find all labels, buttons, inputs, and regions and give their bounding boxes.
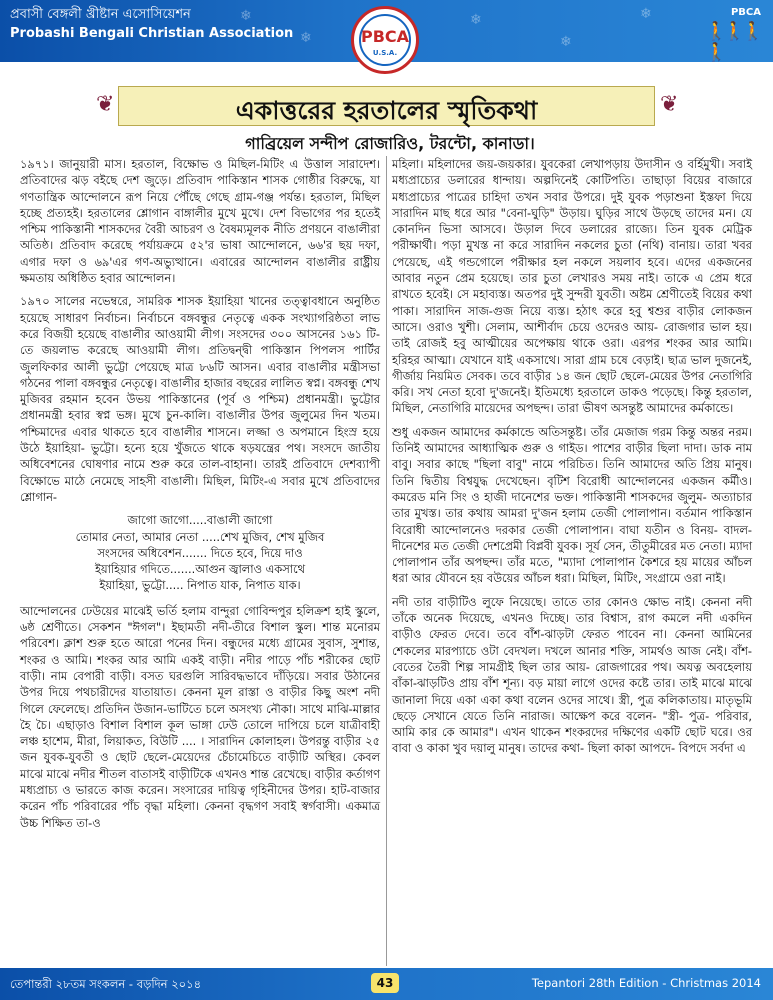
article-title-banner <box>118 86 655 126</box>
association-name-bengali: প্রবাসী বেঙ্গলী খ্রীষ্টান এসোসিয়েশন <box>10 7 191 22</box>
association-name-english: Probashi Bengali Christian Association <box>10 26 294 41</box>
page-footer <box>0 968 773 1000</box>
page-number: 43 <box>371 973 399 993</box>
article-title: একাত্তরের হরতালের স্মৃতিকথা <box>235 96 538 125</box>
paragraph: ১৯৭১। জানুয়ারী মাস। হরতাল, বিক্ষোভ ও মিছিল-মিটিং এ উত্তাল সারাদেশ। প্রতিবাদের ঝড় বইছে দেশ জুড়ে। প্রতিবাদ পাকিস্তান শাসক গোষ্ঠীর বিরুদ্ধে, যা গণতান্ত্রিক আন্দোলনে রূপ নিয়ে পৌঁছে গেছে গ্রাম-গঞ্জ পর্যন্ত। হরতাল, মিছিল হচ্ছে প্রত্যহই। হরতালের শ্লোগান বাঙ্গালীর মুখে মুখে। দেশ বিভাগের পর হতেই পশ্চিম পাকিস্তানী শাসকদের বৈরী আচরণ ও বৈষম্যমূলক নীতি প্রণয়নে বাঙালীরা অতিষ্ঠ। প্রতিবাদ করেছে পর্যায়ক্রমে ৫২'র ভাষা আন্দোলনে, ৬৬'র ছয় দফা, এগার দফা ও ৬৯'এর গণ-অভ্যুত্থানে। এবারের আন্দোলন বাঙালীর রাষ্ট্রীয় ক্ষমতায় অধিষ্ঠিত হবার আন্দোলন। <box>20 157 380 286</box>
left-column <box>20 156 380 838</box>
snowflake-icon: ❄ <box>560 34 572 50</box>
footer-edition-bengali: তেপান্তরী ২৮তম সংকলন - বড়দিন ২০১৪ <box>10 977 202 991</box>
slogan-line: ইয়াহিয়া, ভুট্টো..... নিপাত যাক, নিপাত যাক। <box>99 578 301 593</box>
paragraph: নদী তার বাড়ীটিও লুফে নিয়েছে। তাতে তার কোনও ক্ষোভ নাই। কেননা নদী তাঁকে অনেক দিয়েছে, এখনও দিচ্ছে। তার বিশ্বাস, রাগ কমলে নদী একদিন বাড়ীও ফেরত দেবে। তবে বাঁশ-ঝাড়টা ফেরত পাবেন না। কেননা আমিনের শেকলের মারপ্যাচে ওটা বেদখল। দখলে আনার শক্তি, সামর্থও আজ নেই। বাঁশ-বেতের তৈরী শিল্প সামগ্রীই ছিল তার আয়- রোজগারের পথ। অযত্ন অবহেলায় বাঁকা-ঝাড়টিও প্রায় বাঁশ শূন্য। বড় মায়া লাগে ওদের কষ্টে তার। তাই মাঝে মাঝে জানালা দিয়ে একা একা কথা বলেন ওদের সাথে। স্ত্রী, পুত্র কলিকাতায়। মাতৃভূমি ছেড়ে সেখানে যেতে তিনি নারাজ। আক্ষেপ করে বলেন- "স্ত্রী- পুত্র- পরিবার, আমি কার কে আমার"। এখন থাকেন শংকরদের দক্ষিণের একটি ছোট ঘরে। ওর বাবা ও কাকা খুব দয়ালু মানুষ। তাদের কথা- ছিলা কাকা আপদে- বিপদে সর্বদা এ <box>392 594 752 756</box>
snowflake-icon: ❄ <box>240 8 252 24</box>
paragraph: আন্দোলনের ঢেউয়ের মাঝেই ভর্তি হলাম বান্দুরা গোবিন্দপুর হলিক্রশ হাই স্কুলে, ৬ষ্ঠ শ্রেণীতে। সেকশন "ঈগল"। ইছামতী নদী-তীরে বিশাল স্কুল। শান্ত মনোরম পরিবেশ। ক্লাশ শুরু হতে আরো পনের দিন। বন্ধুদের মধ্যে গ্রামের সুবাস, সুশান্ত, শংকর ও আমি। শংকর আর আমি একই বাড়ী। নদীর পাড়ে পাঁচ শরীকের ছোট বাড়ী। নাম বেপারী বাড়ী। বসত ঘরগুলি সারিবদ্ধভাবে দাঁড়িয়ে। সবার উঠানের উপর দিয়ে পথচারীদের যাতায়াত। কেননা মূল রাস্তা ও বাড়ীর কিছু অংশ নদী গিলে ফেলেছে। প্রতিদিন উজান-ভাটিতে চলে অসংখ্য নৌকা। সাথে মাঝি-মাল্লার হৈ চৈ। এছাড়াও বিশাল বিশাল কূল ভাঙ্গা ঢেউ তোলে দাপিয়ে চলে যাত্রীবাহী লঞ্চ হাশেম, মীরা, লিয়াকত, বিউটি .... । সারাদিন কোলাহল। উপরন্তু বাড়ীর ২৫ জন যুবক-যুবতী ও ছোট ছেলে-মেয়েদের চেঁচামেচিতে বাড়ীটি অস্থির। কেবল মাঝে মাঝে নদীর শীতল বাতাসই বাড়ীটিকে এখনও শান্ত রেখেছে। বাড়ীর কর্তাগণ মধ্যপ্রাচ্য ও ভারতে কাজ করেন। সংসারের দায়িত্ব গৃহিনীদের উপর। হাট-বাজার করেন পাঁচ পরিবারের পাঁচ বৃদ্ধা মহিলা। কেননা বৃদ্ধগণ সবাই স্বর্গবাসী। একমাত্র উচ্চ শিক্ষিত তা-ও <box>20 603 380 830</box>
pbca-logo-right <box>705 7 765 63</box>
right-column <box>392 156 752 764</box>
paragraph: মহিলা। মহিলাদের জয়-জয়কার। যুবকেরা লেখাপড়ায় উদাসীন ও বর্হিমুখী। সবাই মধ্যপ্রাচ্যের ডলারের ধান্দায়। অল্পদিনেই কোটিপতি। তাছাড়া বিয়ের বাজারে মধ্যপ্রাচ্যের পাত্রের চাহিদা তখন সবার উপরে। দুই যুবক পড়াশুনা ইস্তফা দিয়ে সারাদিন মাছ ধরে আর "বেনা-ঘুড়ি" উড়ায়। ঘুড়ির সাথে উড়ছে তাদের মন। যে কোনদিন ভিসা আসবে। উড়াল দিবে ডলারের রাজ্যে। তিন যুবক মেট্রিক পরীক্ষার্থী। পড়া মুখস্ত না করে সারাদিন নকলের চুতা (নথি) বানায়। তারা খবর পেয়েছে, এই গন্ডগোলে পরীক্ষার হল নকলে সয়লাব হবে। এদের একজনের আবার নতুন প্রেম হয়েছে। তার চুতা লেখারও সময় নাই। তাকে এ প্রেম ধরে রাখতে হবেই। সে মহাব্যস্ত। অতপর দুই সুন্দরী যুবতী। অষ্টম শ্রেণীতেই বিয়ের কথা পাকা। সারাদিন সাজ-গুজ নিয়ে ব্যস্ত। হঠাৎ করে হবু শ্বশুর বাড়ীর লোকজন আসে। ওরাও খুশী। সেলাম, আশীর্বাদ চেয়ে ওদেরও আয়- রোজগার ভাল হয়। তাই রোজই হবু আত্মীয়ের অপেক্ষায় থাকে ওরা। এরপর শংকর আর আমি। হরিহর আত্মা। যেখানে যাই একসাথে। সারা গ্রাম চষে বেড়াই। ছাত্র ভাল দুজনেই, গীর্জায় নিয়মিত সেবক। তবে বাড়ীর ১৪ জন ছোট ছেলে-মেয়ের উপর নেতাগিরি করি। সখ নেতা হবো দু'জনেই। ইতিমধ্যে হরতালে ডাকও পড়েছে। কিন্তু হরতাল, মিছিল, নেতাগিরি মায়েদের অপছন্দ। তারা ভীষণ অসন্তুষ্ট আমাদের কর্মকান্ডে। <box>392 157 752 416</box>
slogan-line: ইয়াহিয়ার গদিতে.......আগুন জ্বালাও একসাথে <box>94 562 306 577</box>
footer-edition-english: Tepantori 28th Edition - Christmas 2014 <box>531 976 761 990</box>
snowflake-icon: ❄ <box>470 12 482 28</box>
pbca-logo-label: PBCA <box>730 7 761 18</box>
left-ornament-icon: ❦ <box>96 92 115 117</box>
emblem-country: U.S.A. <box>372 49 398 57</box>
slogan-verse <box>20 512 380 593</box>
column-divider <box>386 156 387 966</box>
snowflake-icon: ❄ <box>640 6 652 22</box>
paragraph: ১৯৭০ সালের নভেম্বরে, সামরিক শাসক ইয়াহিয়া খানের তত্ত্বাবধানে অনুষ্ঠিত হয়েছে সাধারণ নির্বাচন। নির্বাচনে বঙ্গবন্ধুর নেতৃত্বে একক সংখ্যাগরিষ্ঠতা লাভ করে বিজয়ী হয়েছে বাঙালীর আওয়ামী লীগ। সংসদের ৩০০ আসনের ১৬১ টি-তে জয়লাভ করেছে আওয়ামী লীগ। প্রতিদ্বন্দ্বী পাকিস্তান পিপলস পার্টির জুলফিকার আলী ভুট্টো পেয়েছে মাত্র ৮৬টি আসন। এবার বাঙালীর মন্ত্রীসভা গঠনের পালা বঙ্গবন্ধুর নেতৃত্বে। বাঙালীর হাজার বছরের লালিত স্বপ্ন। বঙ্গবন্ধু শেখ মুজিবর রহমান হবেন উভয় পাকিস্তানের (পূর্ব ও পশ্চিম) প্রধানমন্ত্রী। ভুট্টোর প্রধানমন্ত্রী হবার স্বপ্ন ভঙ্গ। মুখে চুন-কালি। বাঙালীর উপর জুলুমের দিন খতম। পশ্চিমাদের এবার থাকতে হবে বাঙালীর শাসনে। লজ্জা ও অপমানে হিংস্র হয়ে উঠে ইয়াহিয়া- ভুট্টো। হন্যে হয়ে খুঁজতে থাকে ষড়যন্ত্রের পথ। সংসদে জাতীয় অধিবেশনের ঘোষণার নামে শুরু করে তাল-বাহানা। তারই প্রতিবাদে দেশব্যাপী বিক্ষোভে মাঠে নেমেছে সাহসী বাঙালী। মিছিল, মিটিং-এ সবার মুখে প্রতিবাদের শ্লোগান- <box>20 294 380 504</box>
paragraph: শুধু একজন আমাদের কর্মকান্ডে অতিসন্তুষ্ট। তাঁর মেজাজ গরম কিন্তু অন্তর নরম। তিনিই আমাদের আধ্যাত্মিক গুরু ও গাইড। পাশের বাড়ীর ছিলা দাদা। ডাক নাম বাবু। সবার কাছে "ছিলা বাবু" নামে পরিচিত। তিনি আমাদের অতি প্রিয় মানুষ। তিনি দ্বিতীয় বিশ্বযুদ্ধ দেখেছেন। বৃটিশ বিরোধী আন্দোলনের একজন কর্মীও। কমরেড মনি সিং ও হাজী দানেশের ভক্ত। পাকিস্তানী শাসকদের জুলুম- অত্যাচার তার মুখস্ত। তার কথায় আমরা দু'জন হলাম তেজী পোলাপান। বর্তমান পাকিস্তান বিরোধী আন্দোলনেও দরকার তেজী পোলাপান। বাঘা যতীন ও বিনয়- বাদল- দীনেশের মত তেজী দেশপ্রেমী বিপ্লবী যুবক। সূর্য সেন, তীতুমীরের মত নেতা। ম্যাদা পোলাপান তাঁর অপছন্দ। তাঁর মতে, "ম্যাদা পোলাপান কৈশরে হয় মায়ের আঁচল ধরা আর যৌবনে হয় বউয়ের আঁচল ধরা। মিছিল, মিটিং, সংগ্রামে ওরা নাই। <box>392 424 752 586</box>
slogan-line: তোমার নেতা, আমার নেতা .....শেখ মুজিব, শেখ মুজিব <box>75 529 325 544</box>
right-ornament-icon: ❦ <box>660 92 679 117</box>
emblem-text: PBCA <box>360 27 410 46</box>
pbca-emblem-logo <box>351 6 419 74</box>
snowflake-icon: ❄ <box>300 30 312 46</box>
slogan-line: সংসদের অধিবেশন....... দিতে হবে, দিয়ে দাও <box>97 545 303 560</box>
slogan-line: জাগো জাগো.....বাঙালী জাগো <box>127 513 273 528</box>
people-silhouette-icon: 🚶🚶🚶🚶 <box>705 21 761 63</box>
article-author: গাব্রিয়েল সন্দীপ রোজারিও, টরন্টো, কানাডা। <box>245 134 535 153</box>
